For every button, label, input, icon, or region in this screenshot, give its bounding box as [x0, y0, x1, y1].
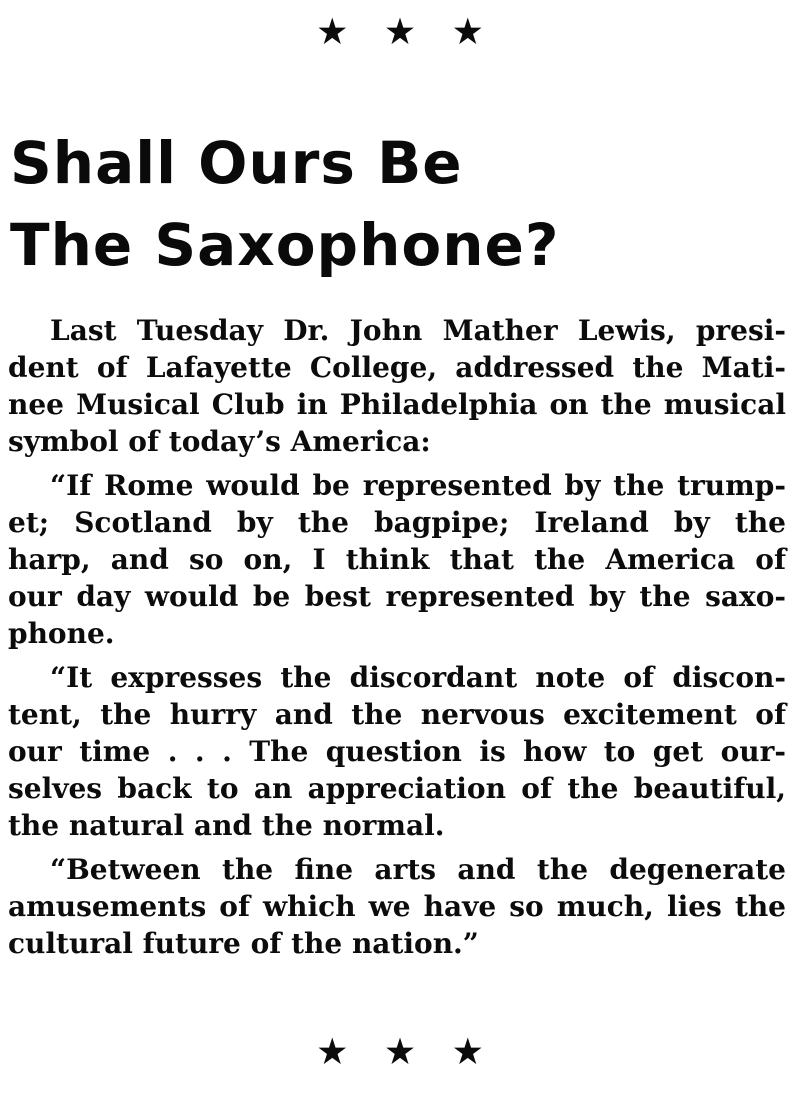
star-icon: ★ [451, 11, 484, 54]
paragraph-1 [8, 312, 786, 460]
text-line: nee Musical Club in Philadelphia on the musical [8, 388, 786, 421]
headline-line-1: Shall Ours Be [10, 129, 463, 197]
text-line: the natural and the normal. [8, 809, 445, 842]
text-line: “If Rome would be represented by the trump- [50, 469, 786, 502]
article-headline [10, 122, 800, 286]
article-body [8, 312, 786, 962]
text-line: harp, and so on, I think that the America of [8, 543, 786, 576]
star-icon: ★ [316, 1031, 349, 1074]
star-icon: ★ [451, 1031, 484, 1074]
text-line: “Between the fine arts and the degenerate [50, 853, 786, 886]
headline-line-2: The Saxophone? [10, 211, 560, 279]
star-icon: ★ [383, 1031, 417, 1074]
star-icon: ★ [316, 11, 349, 54]
text-line: et; Scotland by the bagpipe; Ireland by the [8, 506, 786, 539]
text-line: cultural future of the nation.” [8, 927, 479, 960]
star-icon: ★ [383, 11, 417, 54]
paragraph-2 [8, 467, 786, 652]
text-line: selves back to an appreciation of the beautiful, [8, 772, 786, 805]
text-line: symbol of today’s America: [8, 425, 431, 458]
text-line: our day would be best represented by the saxo- [8, 580, 786, 613]
text-line: tent, the hurry and the nervous excitement of [8, 698, 786, 731]
text-line: amusements of which we have so much, lies the [8, 890, 786, 923]
text-line: phone. [8, 617, 115, 650]
top-star-divider [0, 12, 800, 54]
text-line: “It expresses the discordant note of discon- [50, 661, 786, 694]
text-line: Last Tuesday Dr. John Mather Lewis, presi- [50, 314, 786, 347]
text-line: dent of Lafayette College, addressed the Mati- [8, 351, 786, 384]
paragraph-3 [8, 659, 786, 844]
paragraph-4 [8, 851, 786, 962]
text-line: our time . . . The question is how to get our- [8, 735, 786, 768]
bottom-star-divider [0, 1032, 800, 1074]
